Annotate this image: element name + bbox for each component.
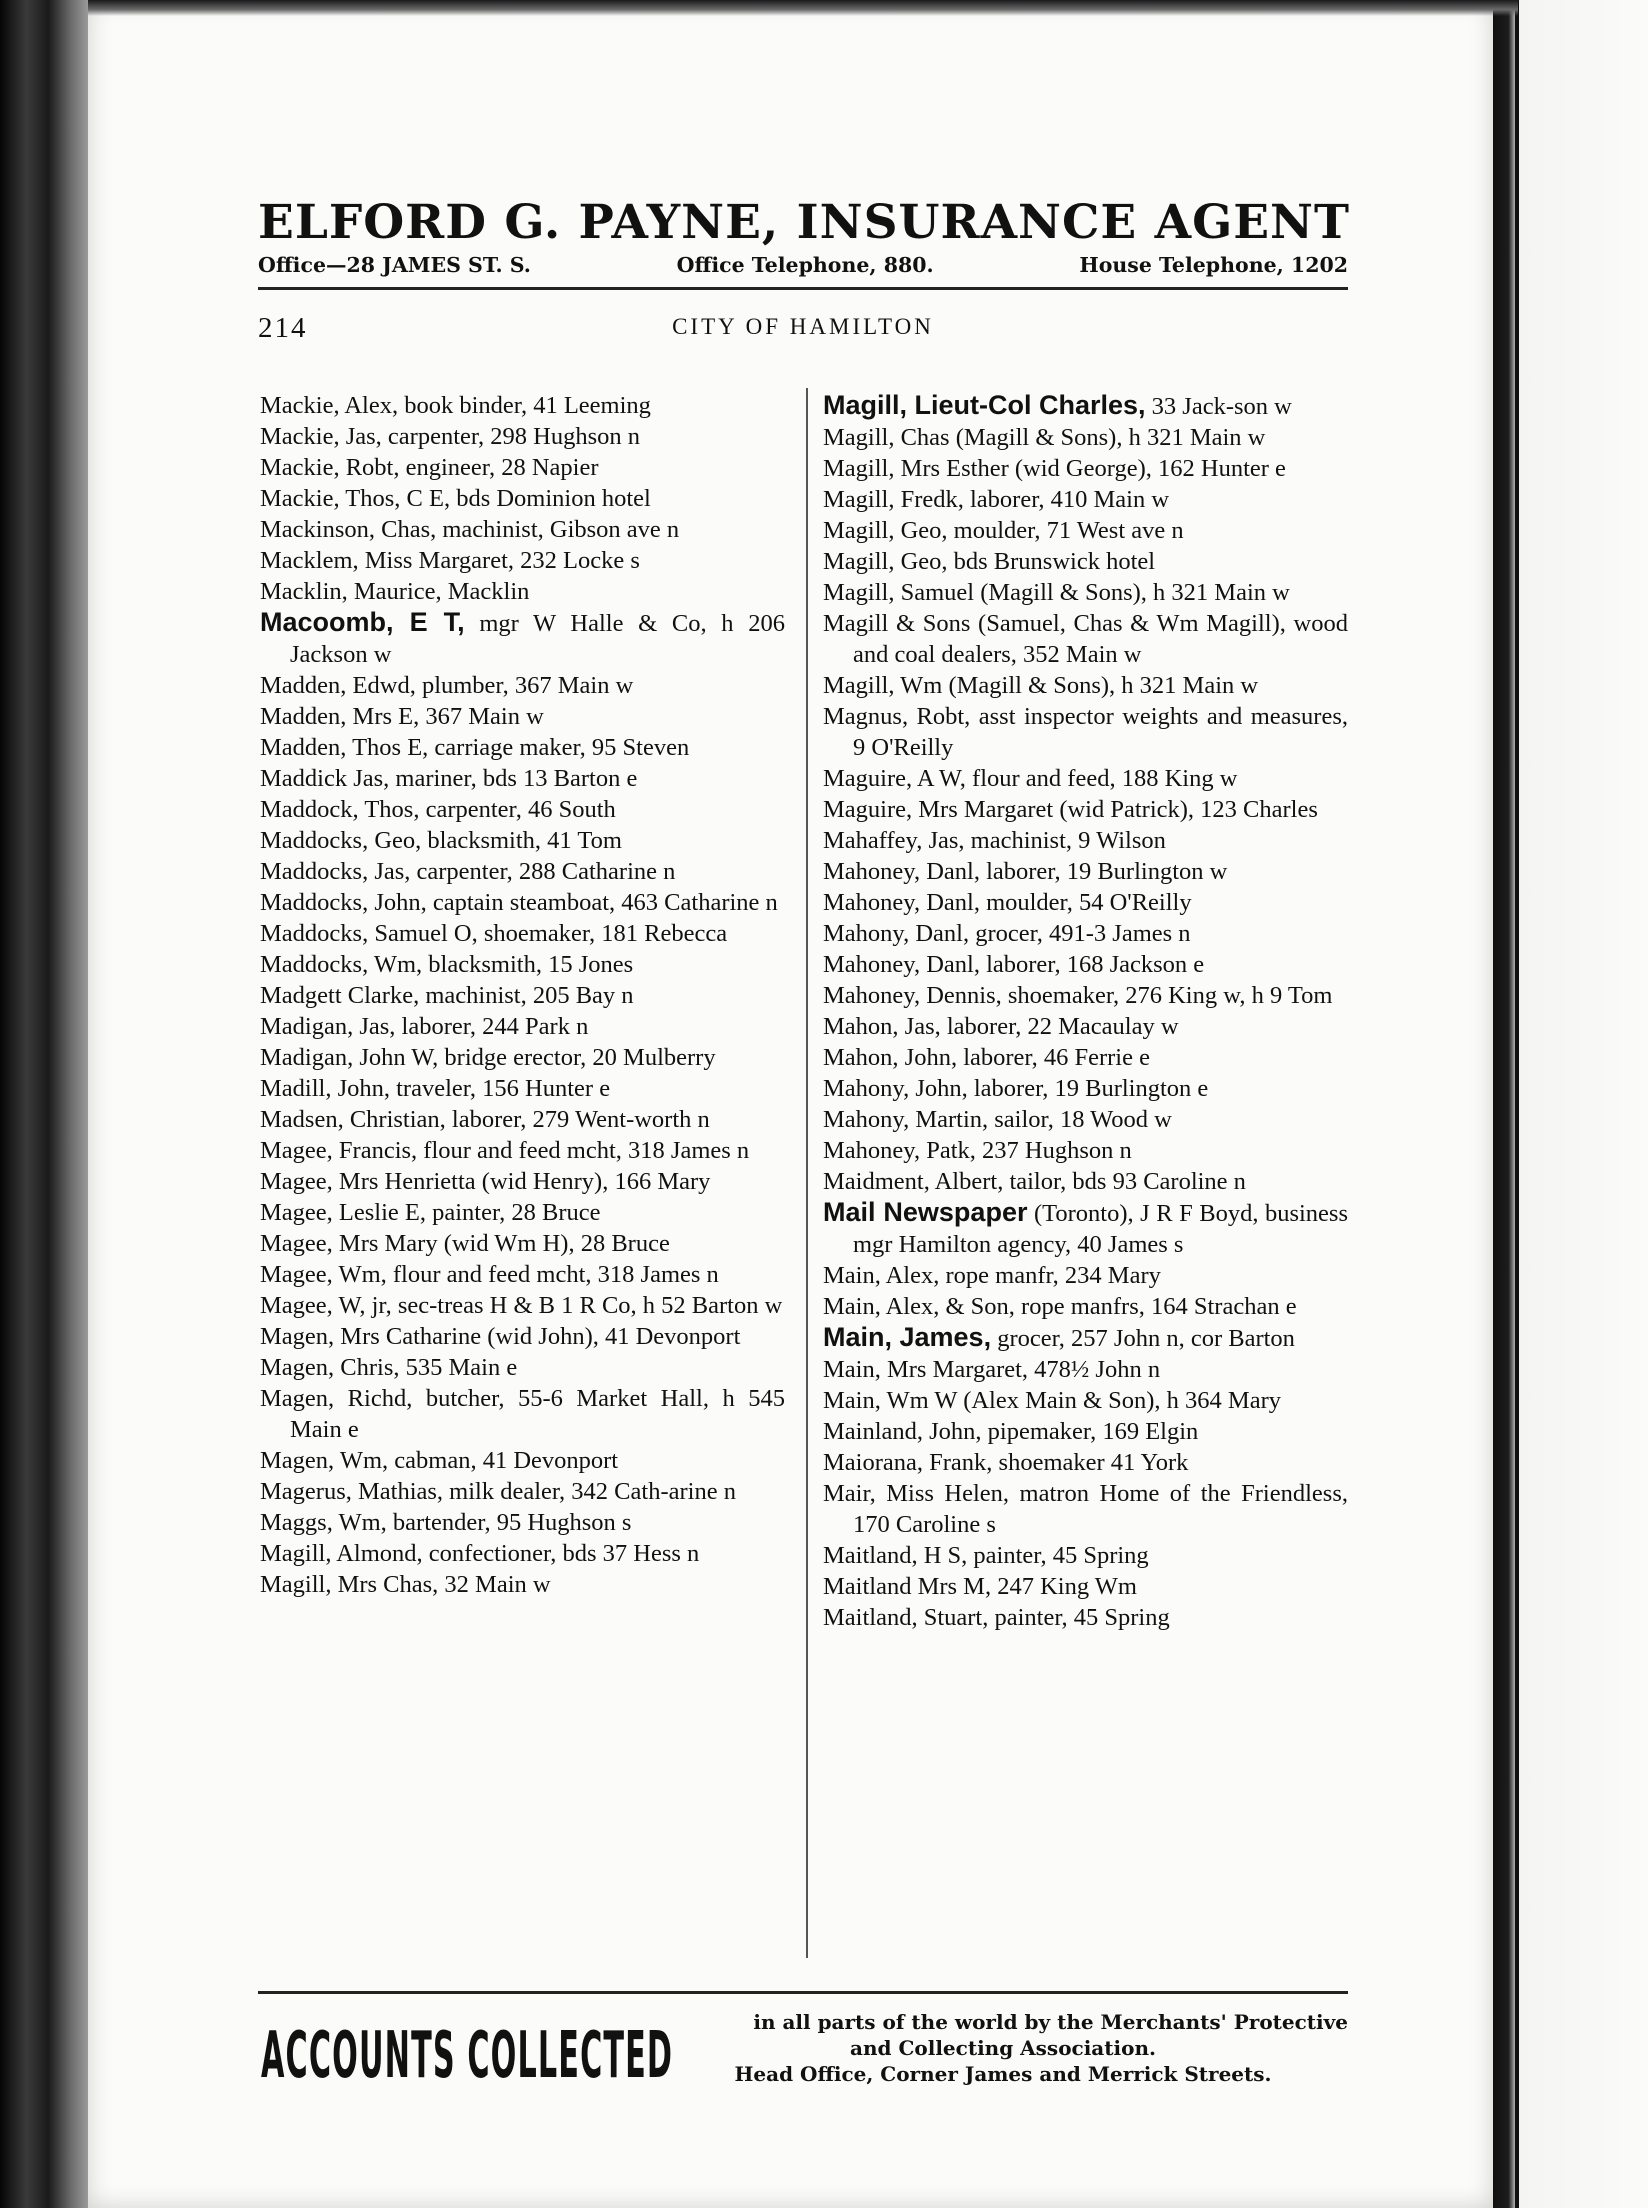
entry-text: 33 Jack-son w: [1145, 393, 1292, 420]
entry-text: Mackie, Jas, carpenter, 298 Hughson n: [260, 423, 641, 450]
directory-entry: [823, 825, 1348, 856]
directory-entry: [823, 1478, 1348, 1540]
entry-text: Magee, Wm, flour and feed mcht, 318 James n: [260, 1261, 719, 1288]
directory-entry: [823, 390, 1348, 422]
directory-entry: [823, 1447, 1348, 1478]
entry-name-bold: Main, James,: [823, 1322, 992, 1352]
directory-entry: [260, 607, 785, 670]
entry-text: Maguire, Mrs Margaret (wid Patrick), 123 Charles: [823, 796, 1318, 823]
footer-rule: [258, 1991, 1348, 1994]
entry-text: Maddocks, John, captain steamboat, 463 Catharine n: [260, 889, 778, 916]
entry-text: Mackie, Thos, C E, bds Dominion hotel: [260, 485, 651, 512]
directory-entry: [823, 856, 1348, 887]
directory-entry: [823, 794, 1348, 825]
directory-entry: [260, 763, 785, 794]
ad-office: Office—28 JAMES ST. S.: [258, 253, 531, 277]
entry-text: Magee, Mrs Henrietta (wid Henry), 166 Mary: [260, 1168, 711, 1195]
directory-entry: [260, 1197, 785, 1228]
entry-text: Maddock, Thos, carpenter, 46 South: [260, 796, 616, 823]
entry-text: Mackie, Alex, book binder, 41 Leeming: [260, 392, 651, 419]
entry-text: Madden, Thos E, carriage maker, 95 Steven: [260, 734, 690, 761]
directory-entry: [260, 483, 785, 514]
directory-entry: [823, 1540, 1348, 1571]
directory-entry: [823, 1073, 1348, 1104]
page-top-edge: [88, 0, 1518, 16]
directory-entry: [823, 1104, 1348, 1135]
entry-text: Main, Alex, rope manfr, 234 Mary: [823, 1262, 1161, 1289]
entry-text: Madill, John, traveler, 156 Hunter e: [260, 1075, 611, 1102]
directory-entry: [823, 1291, 1348, 1322]
entry-text: Mahony, John, laborer, 19 Burlington e: [823, 1075, 1209, 1102]
entry-text: Magee, Francis, flour and feed mcht, 318 James n: [260, 1137, 750, 1164]
entry-text: Magill, Samuel (Magill & Sons), h 321 Main w: [823, 579, 1290, 606]
entry-text: Mahoney, Danl, laborer, 19 Burlington w: [823, 858, 1228, 885]
entry-name-bold: Macoomb, E T,: [260, 607, 465, 637]
entry-text: Maitland, Stuart, painter, 45 Spring: [823, 1604, 1170, 1631]
entry-text: Mahoney, Danl, moulder, 54 O'Reilly: [823, 889, 1192, 916]
entry-text: Mahon, John, laborer, 46 Ferrie e: [823, 1044, 1150, 1071]
entry-text: Magee, Mrs Mary (wid Wm H), 28 Bruce: [260, 1230, 670, 1257]
entry-text: Magill, Geo, moulder, 71 West ave n: [823, 517, 1184, 544]
entry-text: Mahoney, Danl, laborer, 168 Jackson e: [823, 951, 1205, 978]
directory-entry: [260, 1476, 785, 1507]
directory-entry: [823, 1322, 1348, 1354]
right-column: [823, 390, 1348, 1633]
entry-text: Magill, Fredk, laborer, 410 Main w: [823, 486, 1170, 513]
entry-text: Magill, Geo, bds Brunswick hotel: [823, 548, 1156, 575]
directory-entry: [823, 1416, 1348, 1447]
ad-headline: ACCOUNTS COLLECTED: [261, 2017, 674, 2093]
entry-text: Magill & Sons (Samuel, Chas & Wm Magill), wood and coal dealers, 352 Main w: [823, 610, 1348, 668]
directory-entry: [260, 670, 785, 701]
ad-line-3: Head Office, Corner James and Merrick Streets.: [734, 2062, 1272, 2086]
entry-text: Magill, Almond, confectioner, bds 37 Hess n: [260, 1540, 700, 1567]
directory-entry: [260, 1073, 785, 1104]
entry-text: Mackie, Robt, engineer, 28 Napier: [260, 454, 599, 481]
entry-text: Maidment, Albert, tailor, bds 93 Caroline n: [823, 1168, 1246, 1195]
directory-entry: [260, 794, 785, 825]
column-divider: [806, 388, 808, 1958]
directory-entry: [823, 1260, 1348, 1291]
directory-entry: [260, 1569, 785, 1600]
entry-text: Magen, Mrs Catharine (wid John), 41 Devonport: [260, 1323, 741, 1350]
directory-entry: [823, 918, 1348, 949]
directory-entry: [823, 453, 1348, 484]
insurance-ad-header: [258, 195, 1348, 279]
entry-text: Magen, Chris, 535 Main e: [260, 1354, 518, 1381]
entry-text: Maitland Mrs M, 247 King Wm: [823, 1573, 1137, 1600]
directory-entry: [260, 1352, 785, 1383]
ad-line-2: and Collecting Association.: [850, 2036, 1156, 2060]
directory-entry: [260, 421, 785, 452]
entry-text: Madigan, John W, bridge erector, 20 Mulberry: [260, 1044, 716, 1071]
directory-entry: [823, 949, 1348, 980]
page-number: 214: [258, 312, 308, 344]
ad-body: [658, 2009, 1348, 2087]
directory-entry: [823, 1602, 1348, 1633]
entry-text: Mahon, Jas, laborer, 22 Macaulay w: [823, 1013, 1179, 1040]
entry-text: Maitland, H S, painter, 45 Spring: [823, 1542, 1149, 1569]
entry-text: Maddick Jas, mariner, bds 13 Barton e: [260, 765, 638, 792]
directory-entry: [260, 980, 785, 1011]
running-head: [258, 312, 1348, 348]
directory-entry: [823, 422, 1348, 453]
entry-text: Madden, Edwd, plumber, 367 Main w: [260, 672, 634, 699]
entry-text: Mainland, John, pipemaker, 169 Elgin: [823, 1418, 1199, 1445]
entry-text: Mahoney, Dennis, shoemaker, 276 King w, h 9 Tom: [823, 982, 1333, 1009]
directory-entry: [260, 1538, 785, 1569]
directory-entry: [260, 701, 785, 732]
directory-entry: [260, 887, 785, 918]
entry-text: mgr W Halle & Co, h 206 Jackson w: [290, 610, 785, 668]
page-edge: [1515, 0, 1519, 2208]
entry-text: Maddocks, Samuel O, shoemaker, 181 Rebecca: [260, 920, 728, 947]
entry-text: Magnus, Robt, asst inspector weights and measures, 9 O'Reilly: [823, 703, 1348, 761]
directory-entry: [260, 1321, 785, 1352]
entry-text: Main, Mrs Margaret, 478½ John n: [823, 1356, 1161, 1383]
directory-entry: [260, 1228, 785, 1259]
header-rule: [258, 287, 1348, 290]
directory-entry: [260, 1445, 785, 1476]
entry-text: Magerus, Mathias, milk dealer, 342 Cath-arine n: [260, 1478, 736, 1505]
page-title: CITY OF HAMILTON: [672, 314, 934, 339]
directory-entry: [823, 763, 1348, 794]
left-column: [260, 390, 785, 1600]
directory-entry: [260, 452, 785, 483]
entry-text: Macklem, Miss Margaret, 232 Locke s: [260, 547, 640, 574]
entry-text: Maddocks, Jas, carpenter, 288 Catharine n: [260, 858, 676, 885]
directory-entry: [823, 980, 1348, 1011]
entry-text: Mahoney, Patk, 237 Hughson n: [823, 1137, 1132, 1164]
entry-text: Madsen, Christian, laborer, 279 Went-worth n: [260, 1106, 710, 1133]
entry-text: Mair, Miss Helen, matron Home of the Friendless, 170 Caroline s: [823, 1480, 1348, 1538]
entry-text: Main, Wm W (Alex Main & Son), h 364 Mary: [823, 1387, 1281, 1414]
entry-text: Magee, W, jr, sec-treas H & B 1 R Co, h 52 Barton w: [260, 1292, 783, 1319]
entry-text: Magill, Chas (Magill & Sons), h 321 Main w: [823, 424, 1266, 451]
entry-text: Maddocks, Wm, blacksmith, 15 Jones: [260, 951, 634, 978]
directory-entry: [823, 577, 1348, 608]
entry-text: Maddocks, Geo, blacksmith, 41 Tom: [260, 827, 622, 854]
directory-entry: [260, 949, 785, 980]
directory-entry: [260, 1135, 785, 1166]
entry-name-bold: Magill, Lieut-Col Charles,: [823, 390, 1146, 420]
directory-entry: [823, 1042, 1348, 1073]
entry-text: Madgett Clarke, machinist, 205 Bay n: [260, 982, 634, 1009]
directory-entry: [823, 887, 1348, 918]
entry-text: Magee, Leslie E, painter, 28 Bruce: [260, 1199, 601, 1226]
entry-text: Mahony, Martin, sailor, 18 Wood w: [823, 1106, 1172, 1133]
directory-entry: [260, 1290, 785, 1321]
directory-entry: [260, 514, 785, 545]
directory-entry: [260, 918, 785, 949]
directory-entry: [823, 1571, 1348, 1602]
collections-ad-footer: [258, 2005, 1348, 2095]
entry-text: Madigan, Jas, laborer, 244 Park n: [260, 1013, 589, 1040]
directory-entry: [260, 1166, 785, 1197]
directory-entry: [823, 1197, 1348, 1260]
ad-office-phone: Office Telephone, 880.: [676, 253, 934, 277]
directory-entry: [260, 1259, 785, 1290]
entry-text: Maggs, Wm, bartender, 95 Hughson s: [260, 1509, 632, 1536]
directory-entry: [260, 1104, 785, 1135]
entry-text: Mahony, Danl, grocer, 491-3 James n: [823, 920, 1191, 947]
directory-entry: [823, 515, 1348, 546]
ad-contact-line: [258, 251, 1348, 279]
directory-entry: [260, 1383, 785, 1445]
entry-text: Main, Alex, & Son, rope manfrs, 164 Strachan e: [823, 1293, 1297, 1320]
entry-text: (Toronto), J R F Boyd, business mgr Hamilton agency, 40 James s: [853, 1200, 1348, 1258]
directory-entry: [260, 390, 785, 421]
directory-entry: [823, 546, 1348, 577]
book-binding-left: [0, 0, 88, 2208]
entry-text: Mahaffey, Jas, machinist, 9 Wilson: [823, 827, 1166, 854]
entry-text: Magill, Mrs Chas, 32 Main w: [260, 1571, 551, 1598]
ad-title: ELFORD G. PAYNE, INSURANCE AGENT: [258, 195, 1350, 250]
directory-entry: [260, 732, 785, 763]
entry-text: Macklin, Maurice, Macklin: [260, 578, 530, 605]
entry-text: grocer, 257 John n, cor Barton: [991, 1325, 1295, 1352]
entry-text: Madden, Mrs E, 367 Main w: [260, 703, 544, 730]
directory-entry: [823, 701, 1348, 763]
directory-entry: [823, 1354, 1348, 1385]
directory-entry: [823, 484, 1348, 515]
entry-text: Magill, Wm (Magill & Sons), h 321 Main w: [823, 672, 1259, 699]
entry-text: Magen, Wm, cabman, 41 Devonport: [260, 1447, 619, 1474]
directory-entry: [260, 1011, 785, 1042]
directory-entry: [823, 1385, 1348, 1416]
entry-text: Mackinson, Chas, machinist, Gibson ave n: [260, 516, 680, 543]
entry-name-bold: Mail Newspaper: [823, 1197, 1028, 1227]
directory-entry: [260, 1507, 785, 1538]
directory-entry: [823, 1135, 1348, 1166]
directory-entry: [260, 545, 785, 576]
directory-entry: [823, 1166, 1348, 1197]
entry-text: Maiorana, Frank, shoemaker 41 York: [823, 1449, 1189, 1476]
ad-house-phone: House Telephone, 1202: [1079, 253, 1348, 277]
directory-entry: [823, 608, 1348, 670]
directory-entry: [260, 1042, 785, 1073]
entry-text: Magill, Mrs Esther (wid George), 162 Hunter e: [823, 455, 1286, 482]
directory-entry: [823, 670, 1348, 701]
directory-entry: [260, 576, 785, 607]
entry-text: Magen, Richd, butcher, 55-6 Market Hall, h 545 Main e: [260, 1385, 785, 1443]
entry-text: Maguire, A W, flour and feed, 188 King w: [823, 765, 1238, 792]
directory-entry: [823, 1011, 1348, 1042]
directory-entry: [260, 856, 785, 887]
ad-line-1: in all parts of the world by the Merchants' Protective: [753, 2010, 1348, 2034]
directory-entry: [260, 825, 785, 856]
